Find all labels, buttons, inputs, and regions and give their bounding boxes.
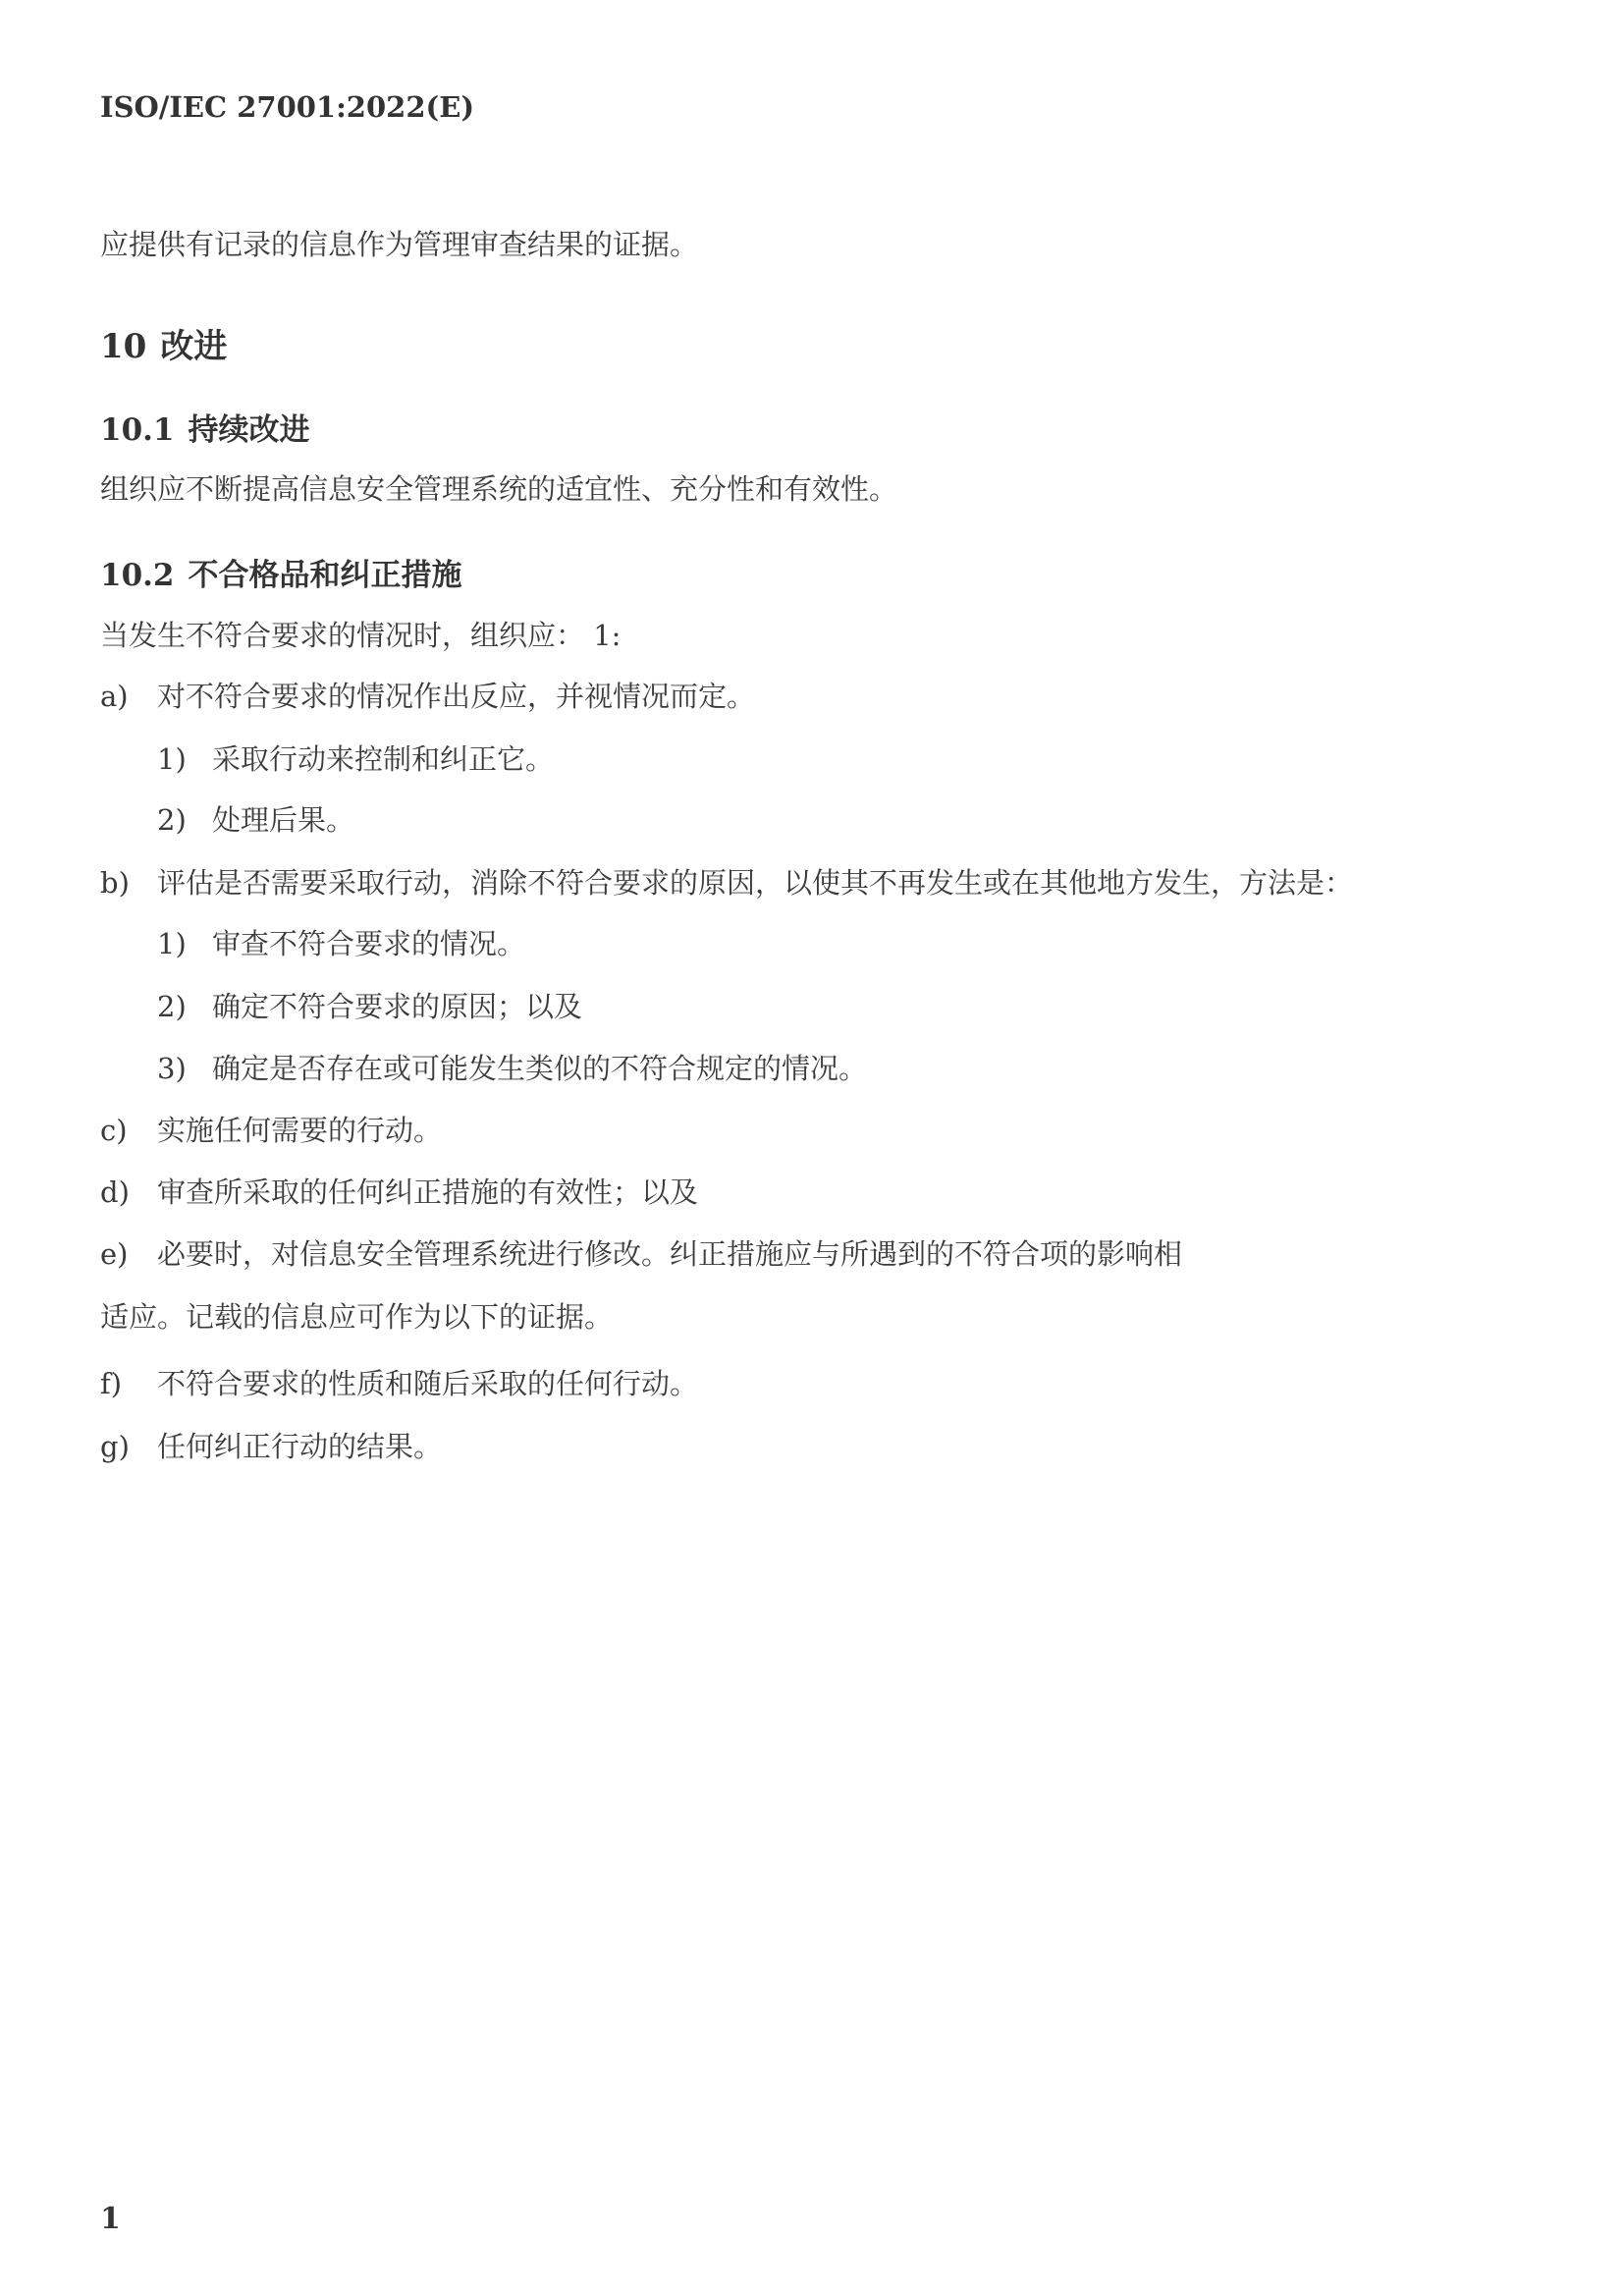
section-10-1-number: 10.1 xyxy=(100,412,175,448)
list-item-b: 评估是否需要采取行动，消除不符合要求的原因，以使其不再发生或在其他地方发生，方法是： xyxy=(157,866,1354,900)
list-marker-c: c) xyxy=(100,1114,128,1147)
list-marker-b3: 3) xyxy=(157,1052,187,1085)
list-item-d: 审查所采取的任何纠正措施的有效性；以及 xyxy=(157,1175,699,1209)
list-item-g: 任何纠正行动的结果。 xyxy=(157,1430,443,1463)
list-marker-a1: 1) xyxy=(157,742,187,776)
list-item-e: 必要时，对信息安全管理系统进行修改。纠正措施应与所遇到的不符合项的影响相 xyxy=(157,1237,1183,1271)
list-marker-b2: 2) xyxy=(157,990,187,1023)
list-item-a: 对不符合要求的情况作出反应，并视情况而定。 xyxy=(157,680,756,713)
list-marker-f: f) xyxy=(100,1367,123,1400)
section-10-2-number: 10.2 xyxy=(100,558,175,593)
list-item-f: 不符合要求的性质和随后采取的任何行动。 xyxy=(157,1367,699,1400)
list-item-b2: 确定不符合要求的原因；以及 xyxy=(212,990,583,1023)
list-marker-e: e) xyxy=(100,1237,129,1271)
section-10-1-body: 组织应不断提高信息安全管理系统的适宜性、充分性和有效性。 xyxy=(100,472,898,506)
section-10-number: 10 xyxy=(100,327,147,366)
section-10-2-heading xyxy=(100,550,462,594)
section-10-2-lead: 当发生不符合要求的情况时，组织应： 1: xyxy=(100,619,622,652)
list-item-b1: 审查不符合要求的情况。 xyxy=(212,927,526,960)
section-10-1-heading xyxy=(100,405,310,449)
list-item-e-continuation: 适应。记载的信息应可作为以下的证据。 xyxy=(100,1300,614,1334)
list-marker-b: b) xyxy=(100,866,130,900)
list-item-a2: 处理后果。 xyxy=(212,803,355,837)
list-item-c: 实施任何需要的行动。 xyxy=(157,1114,443,1147)
section-10-1-title: 持续改进 xyxy=(188,412,310,448)
list-marker-g: g) xyxy=(100,1430,130,1463)
section-10-title: 改进 xyxy=(160,327,228,366)
list-item-a1: 采取行动来控制和纠正它。 xyxy=(212,742,555,776)
section-10-2-title: 不合格品和纠正措施 xyxy=(188,558,462,593)
intro-paragraph: 应提供有记录的信息作为管理审查结果的证据。 xyxy=(100,228,699,261)
document-header-id: ISO/IEC 27001:2022(E) xyxy=(100,90,475,124)
page-number: 1 xyxy=(100,2202,121,2236)
list-marker-d: d) xyxy=(100,1175,130,1209)
list-item-b3: 确定是否存在或可能发生类似的不符合规定的情况。 xyxy=(212,1052,868,1085)
list-marker-a2: 2) xyxy=(157,803,187,837)
list-marker-b1: 1) xyxy=(157,927,187,960)
section-10-heading xyxy=(100,319,227,367)
list-marker-a: a) xyxy=(100,680,129,713)
